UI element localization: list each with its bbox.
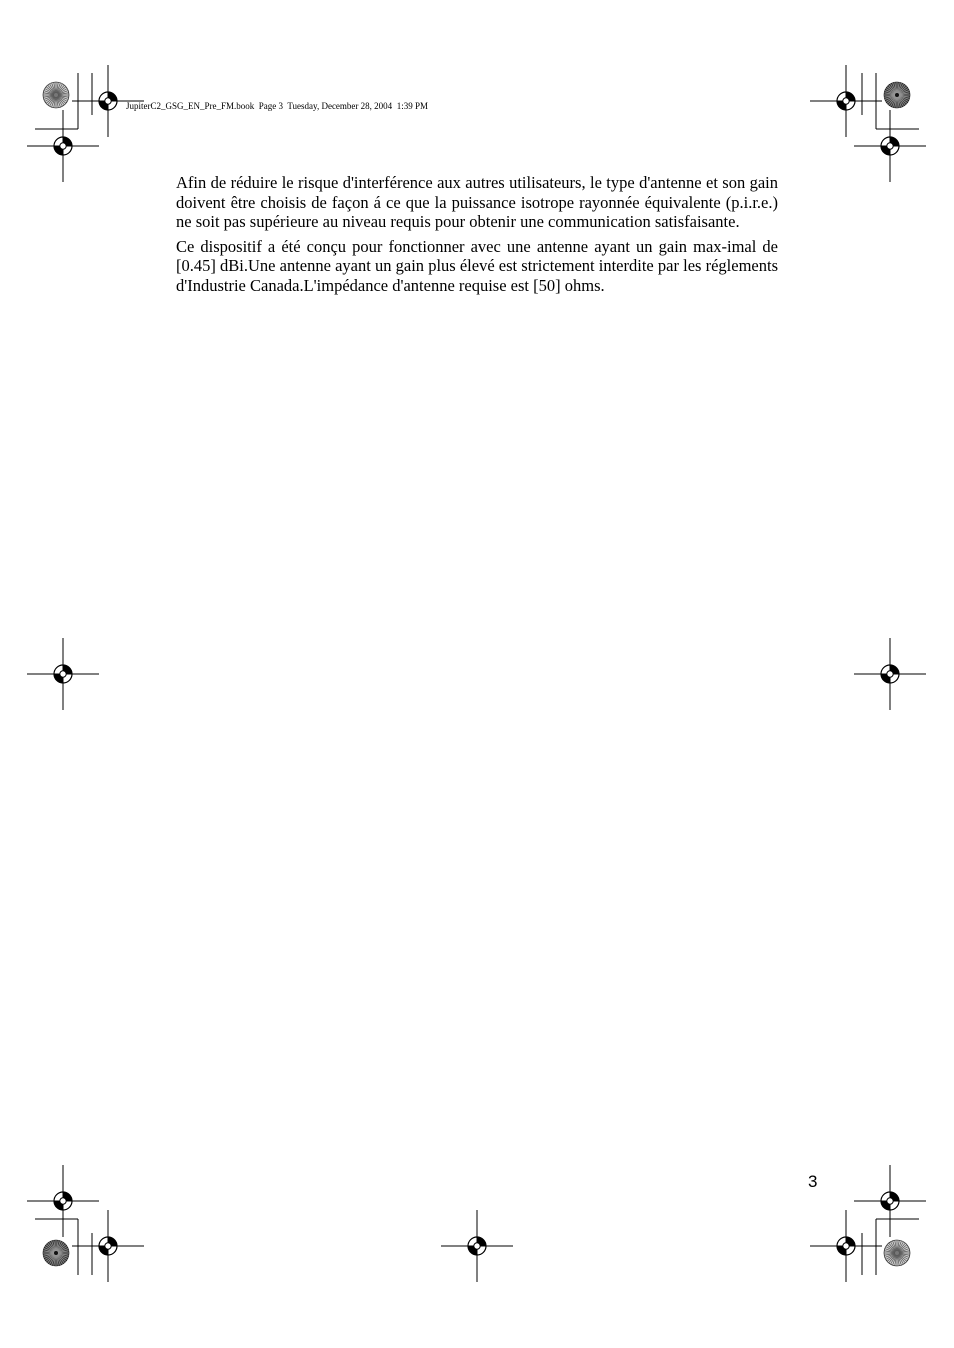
header-slug: [126, 101, 428, 112]
body-text: [176, 173, 778, 301]
slug-filename: JupiterC2_GSG_EN_Pre_FM.book: [126, 101, 255, 111]
paragraph-antenna-gain: Ce dispositif a été conçu pour fonctionner avec une antenne ayant un gain max-imal de [0.45] dBi.Une antenne ayant un gain plus élevé est strictement interdite par les réglements d'Industrie Canada.L'impédance d'antenne requise est [50] ohms.: [176, 236, 778, 295]
color-wheel-icon: [884, 82, 910, 108]
color-wheel-icon: [43, 1240, 69, 1266]
registration-target-icon: [27, 1165, 99, 1237]
registration-target-icon: [810, 1210, 882, 1282]
color-wheel-icon: [43, 82, 69, 108]
page-number: 3: [808, 1172, 818, 1191]
registration-target-icon: [810, 65, 882, 137]
color-wheel-icon: [884, 1240, 910, 1266]
paragraph-antenna-interference: Afin de réduire le risque d'interférence aux autres utilisateurs, le type d'antenne et son gain doivent être choisis de façon á ce que la puissance isotrope rayonnée équivalente (p.i.r.e.) ne soit pas supérieure au niveau requis pour obtenir une communication satisfaisante.: [176, 173, 778, 232]
registration-target-icon: [854, 1165, 926, 1237]
registration-target-icon: [27, 110, 99, 182]
registration-target-icon: [854, 638, 926, 710]
registration-target-icon: [72, 1210, 144, 1282]
slug-time: 1:39 PM: [396, 101, 428, 111]
registration-target-icon: [854, 110, 926, 182]
slug-date: Tuesday, December 28, 2004: [287, 101, 393, 111]
slug-page: Page 3: [258, 101, 284, 111]
registration-target-icon: [27, 638, 99, 710]
registration-target-icon: [441, 1210, 513, 1282]
